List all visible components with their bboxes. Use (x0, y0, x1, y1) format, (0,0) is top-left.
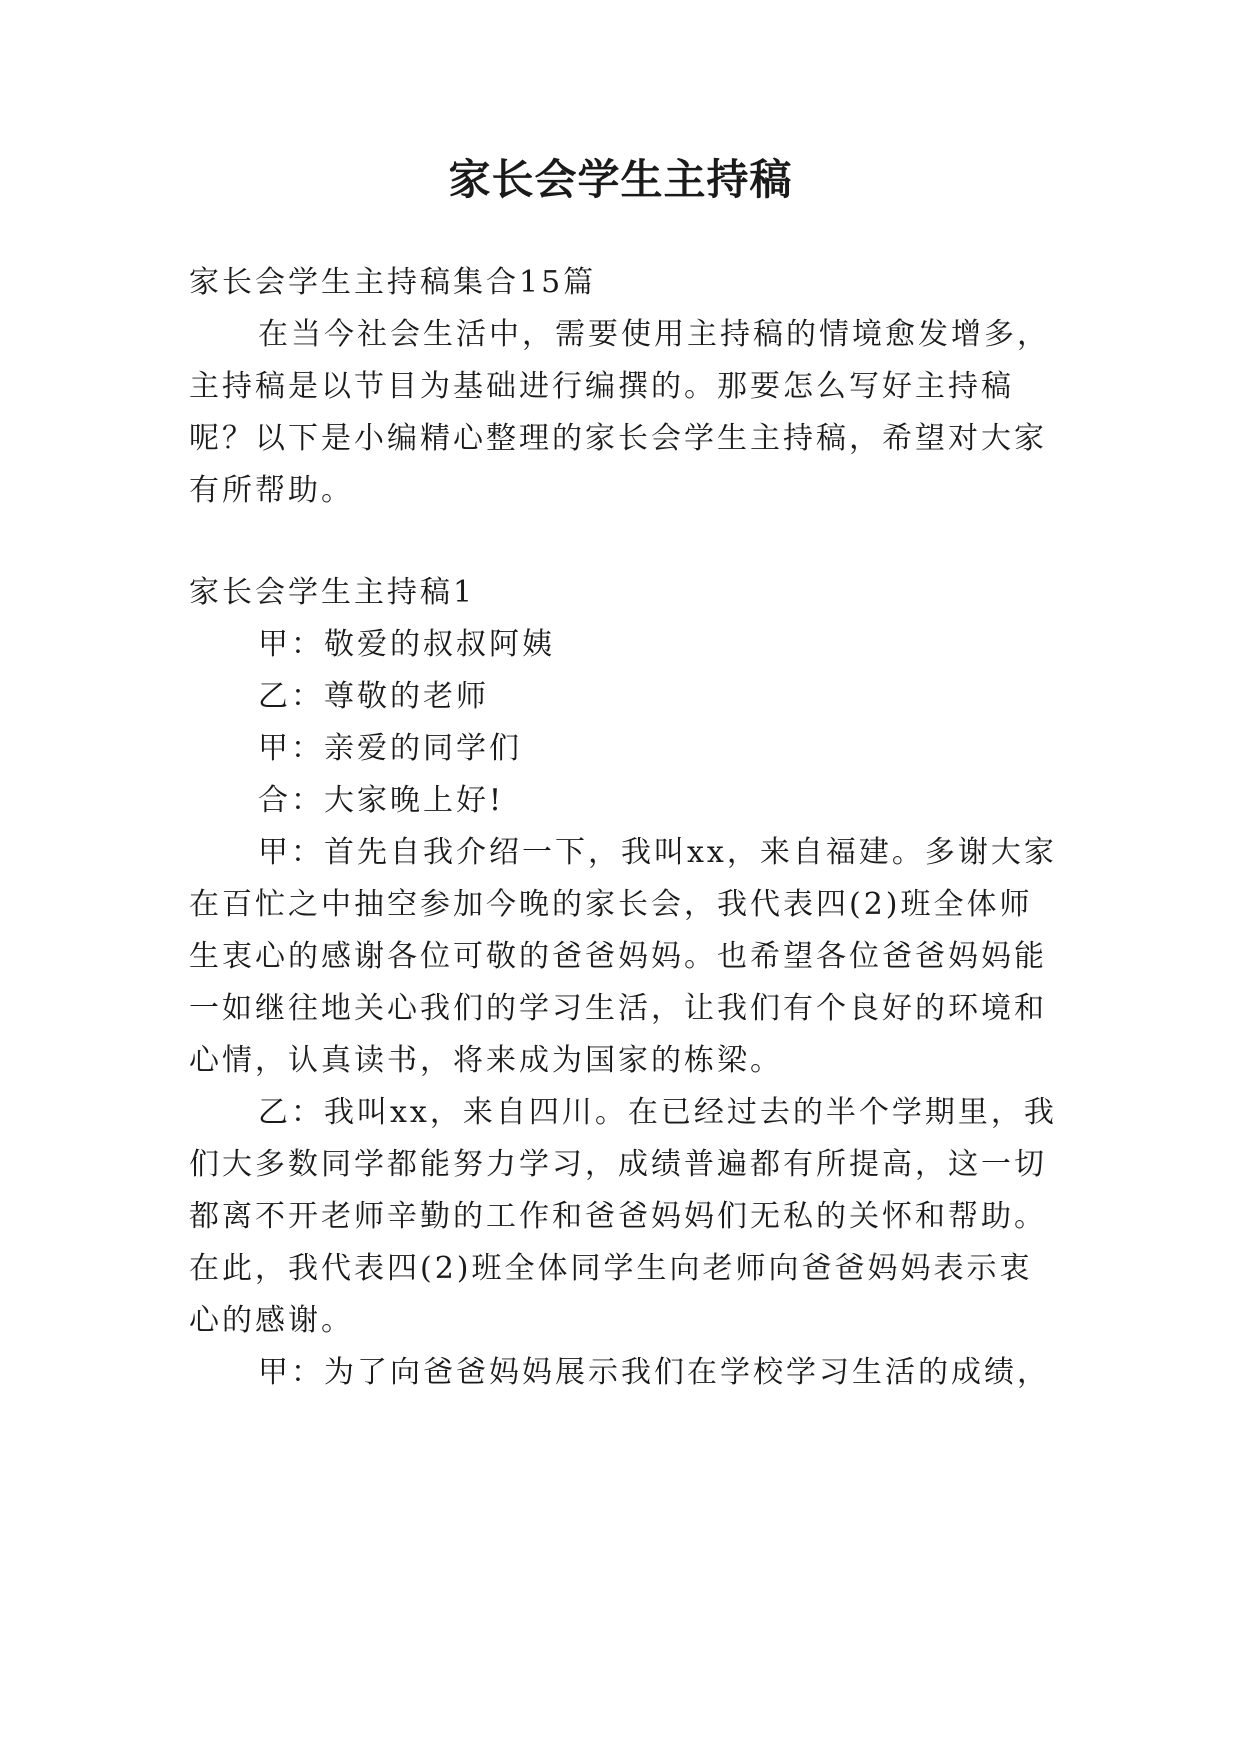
paragraph-line: 在此，我代表四(2)班全体同学生向老师向爸爸妈妈表示衷 (189, 1251, 1033, 1286)
paragraph-line: 生衷心的感谢各位可敬的爸爸妈妈。也希望各位爸爸妈妈能 (189, 939, 1047, 974)
intro-line: 主持稿是以节目为基础进行编撰的。那要怎么写好主持稿 (189, 369, 1014, 404)
document-subtitle: 家长会学生主持稿集合15篇 (189, 265, 597, 300)
paragraph-line: 心情，认真读书，将来成为国家的栋梁。 (189, 1043, 783, 1078)
paragraph-line: 在百忙之中抽空参加今晚的家长会，我代表四(2)班全体师 (189, 887, 1033, 922)
paragraph-line: 都离不开老师辛勤的工作和爸爸妈妈们无私的关怀和帮助。 (189, 1199, 1047, 1234)
section-heading: 家长会学生主持稿1 (189, 575, 476, 610)
dialogue-line: 甲：亲爱的同学们 (258, 731, 522, 766)
paragraph-line: 甲：首先自我介绍一下，我叫xx，来自福建。多谢大家 (258, 835, 1057, 870)
dialogue-line: 合：大家晚上好! (258, 783, 505, 818)
intro-line: 在当今社会生活中，需要使用主持稿的情境愈发增多， (258, 317, 1050, 352)
paragraph-line: 们大多数同学都能努力学习，成绩普遍都有所提高，这一切 (189, 1147, 1047, 1182)
paragraph-line: 心的感谢。 (189, 1303, 354, 1338)
paragraph-line: 乙：我叫xx，来自四川。在已经过去的半个学期里，我 (258, 1095, 1057, 1130)
intro-line: 呢？以下是小编精心整理的家长会学生主持稿，希望对大家 (189, 421, 1047, 456)
intro-line: 有所帮助。 (189, 473, 354, 508)
dialogue-line: 乙：尊敬的老师 (258, 679, 489, 714)
paragraph-line: 甲：为了向爸爸妈妈展示我们在学校学习生活的成绩， (258, 1355, 1050, 1390)
dialogue-line: 甲：敬爱的叔叔阿姨 (258, 627, 555, 662)
paragraph-line: 一如继往地关心我们的学习生活，让我们有个良好的环境和 (189, 991, 1047, 1026)
document-title: 家长会学生主持稿 (448, 155, 793, 204)
